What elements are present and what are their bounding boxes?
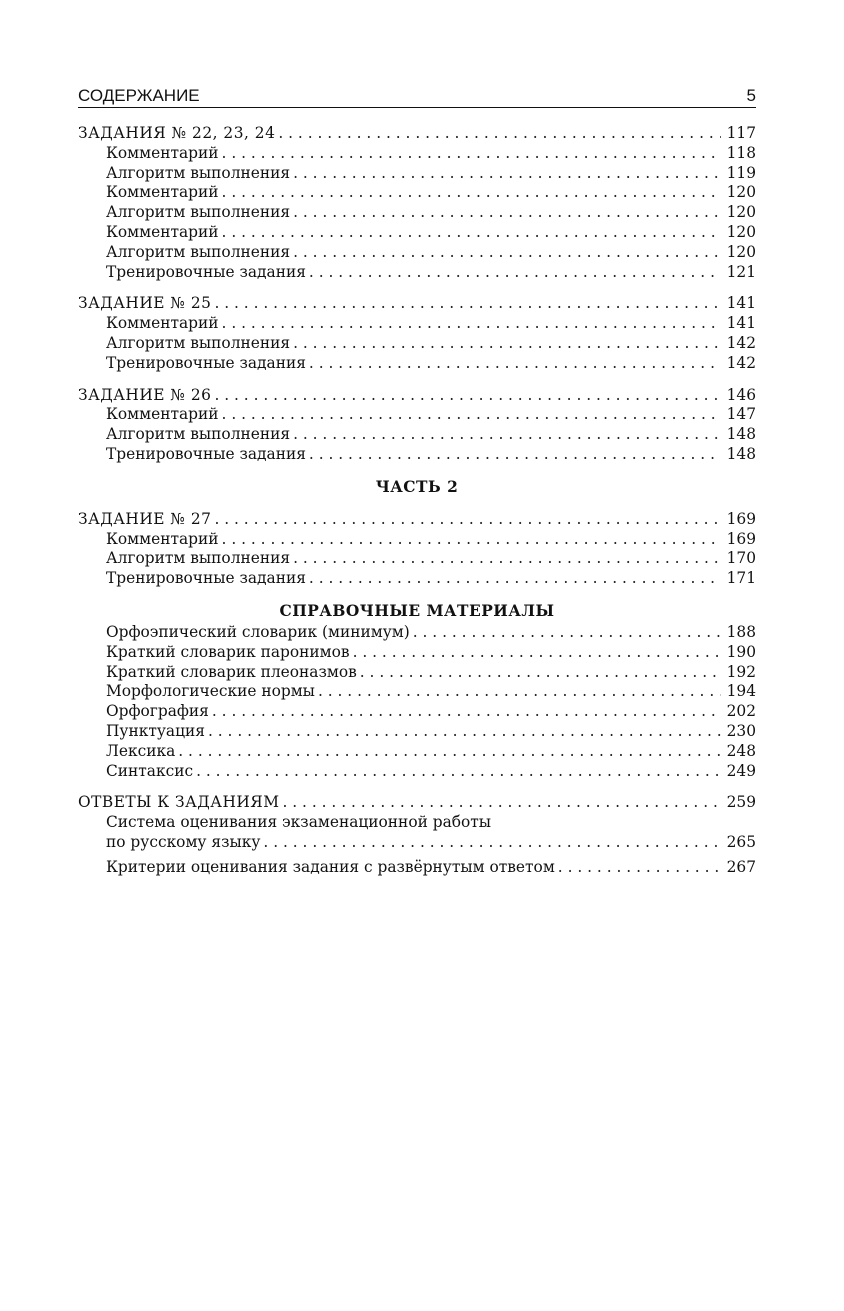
toc-entry[interactable]: Комментарий . . . 118 xyxy=(78,144,756,164)
toc-entry[interactable]: Алгоритм выполнения . . . 119 xyxy=(78,164,756,184)
dot-leader xyxy=(212,702,721,722)
dot-leader xyxy=(293,203,721,223)
table-of-contents xyxy=(78,124,756,890)
dot-leader xyxy=(214,386,721,406)
dot-leader xyxy=(214,294,721,314)
toc-entry[interactable]: Тренировочные задания . . . 171 xyxy=(78,569,756,589)
toc-entry-heading[interactable]: ЗАДАНИЯ № 22, 23, 24 . . . 117 xyxy=(78,124,756,144)
dot-leader xyxy=(222,183,721,203)
toc-entry[interactable]: Алгоритм выполнения . . . 148 xyxy=(78,425,756,445)
toc-entry[interactable]: Критерии оценивания задания с развёрнутым ответом . . . 267 xyxy=(78,858,756,878)
toc-section-answers xyxy=(78,793,756,877)
toc-entry[interactable]: Комментарий . . . 147 xyxy=(78,405,756,425)
toc-entry-heading[interactable]: ЗАДАНИЕ № 25 . . . 141 xyxy=(78,294,756,314)
toc-entry[interactable]: по русскому языку . . . 265 xyxy=(78,833,756,853)
running-header xyxy=(78,86,756,108)
dot-leader xyxy=(293,549,721,569)
toc-entry[interactable]: Комментарий . . . 120 xyxy=(78,183,756,203)
dot-leader xyxy=(222,530,721,550)
reference-heading: СПРАВОЧНЫЕ МАТЕРИАЛЫ xyxy=(279,601,555,620)
toc-entry[interactable]: Орфоэпический словарик (минимум) . . . 188 xyxy=(78,623,756,643)
dot-leader xyxy=(208,722,721,742)
part-2-heading: ЧАСТЬ 2 xyxy=(375,477,459,496)
toc-entry-line: Система оценивания экзаменационной работы xyxy=(106,813,492,832)
dot-leader xyxy=(293,334,721,354)
toc-section-26 xyxy=(78,386,756,465)
dot-leader xyxy=(360,663,721,683)
dot-leader xyxy=(222,314,721,334)
running-header-page-number: 5 xyxy=(746,86,756,105)
toc-entry[interactable]: Краткий словарик паронимов . . . 190 xyxy=(78,643,756,663)
toc-entry[interactable]: Морфологические нормы . . . 194 xyxy=(78,682,756,702)
toc-entry[interactable]: Краткий словарик плеоназмов . . . 192 xyxy=(78,663,756,683)
toc-entry[interactable]: Пунктуация . . . 230 xyxy=(78,722,756,742)
dot-leader xyxy=(178,742,721,762)
dot-leader xyxy=(309,263,721,283)
toc-entry[interactable]: Комментарий . . . 141 xyxy=(78,314,756,334)
dot-leader xyxy=(309,569,721,589)
toc-section-22-24 xyxy=(78,124,756,282)
running-header-title: СОДЕРЖАНИЕ xyxy=(78,86,200,105)
toc-section-25 xyxy=(78,294,756,373)
dot-leader xyxy=(282,793,721,813)
dot-leader xyxy=(214,510,721,530)
toc-entry-heading[interactable]: ЗАДАНИЕ № 26 . . . 146 xyxy=(78,386,756,406)
toc-section-reference xyxy=(78,623,756,781)
dot-leader xyxy=(222,144,721,164)
toc-entry[interactable]: Алгоритм выполнения . . . 120 xyxy=(78,203,756,223)
dot-leader xyxy=(293,425,721,445)
dot-leader xyxy=(293,243,721,263)
dot-leader xyxy=(318,682,721,702)
toc-entry[interactable]: Тренировочные задания . . . 142 xyxy=(78,354,756,374)
toc-entry[interactable]: Алгоритм выполнения . . . 120 xyxy=(78,243,756,263)
dot-leader xyxy=(353,643,721,663)
dot-leader xyxy=(263,833,721,853)
toc-entry[interactable]: Тренировочные задания . . . 148 xyxy=(78,445,756,465)
dot-leader xyxy=(196,762,721,782)
dot-leader xyxy=(222,223,721,243)
toc-entry-heading[interactable]: ЗАДАНИЕ № 27 . . . 169 xyxy=(78,510,756,530)
toc-entry[interactable]: Комментарий . . . 120 xyxy=(78,223,756,243)
dot-leader xyxy=(558,858,721,878)
toc-entry[interactable]: Алгоритм выполнения . . . 170 xyxy=(78,549,756,569)
toc-entry[interactable]: Тренировочные задания . . . 121 xyxy=(78,263,756,283)
dot-leader xyxy=(309,445,721,465)
dot-leader xyxy=(293,164,721,184)
toc-entry[interactable]: Алгоритм выполнения . . . 142 xyxy=(78,334,756,354)
dot-leader xyxy=(222,405,721,425)
toc-entry[interactable]: Синтаксис . . . 249 xyxy=(78,762,756,782)
toc-entry[interactable]: Орфография . . . 202 xyxy=(78,702,756,722)
toc-section-27 xyxy=(78,510,756,589)
dot-leader xyxy=(413,623,721,643)
toc-entry-heading[interactable]: ОТВЕТЫ К ЗАДАНИЯМ . . . 259 xyxy=(78,793,756,813)
dot-leader xyxy=(309,354,721,374)
toc-entry[interactable]: Лексика . . . 248 xyxy=(78,742,756,762)
toc-entry[interactable]: Комментарий . . . 169 xyxy=(78,530,756,550)
dot-leader xyxy=(278,124,721,144)
